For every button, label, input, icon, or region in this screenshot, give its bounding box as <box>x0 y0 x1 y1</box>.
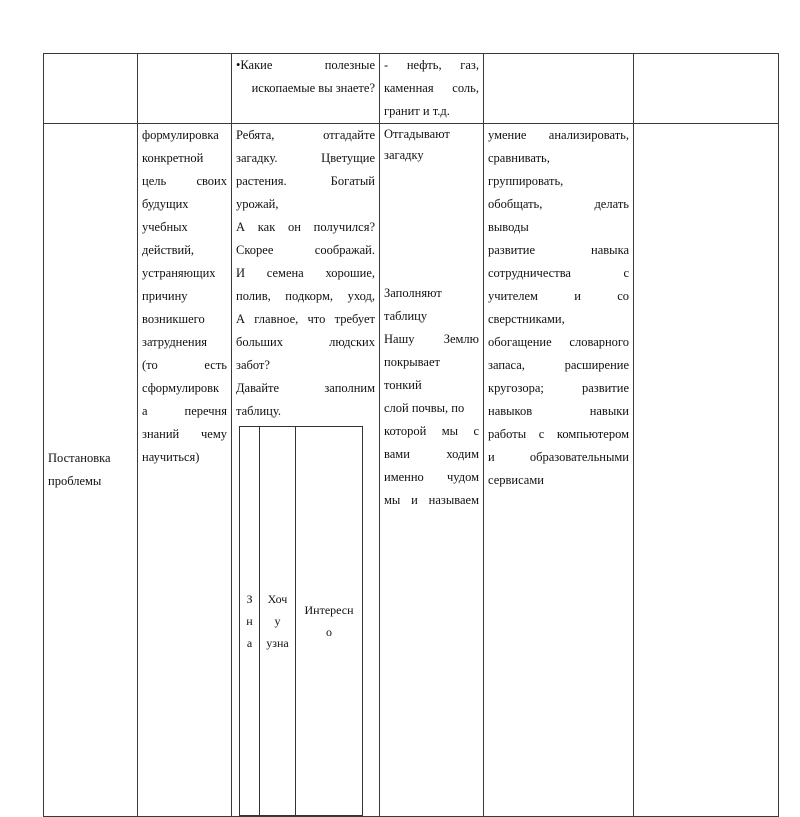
cell-notes <box>634 124 779 817</box>
text-line: И семена хорошие, <box>236 266 375 280</box>
cell-stage <box>44 124 138 817</box>
header-know <box>240 427 260 816</box>
text-line: А главное, что требует <box>236 312 375 326</box>
text-line: таблицу <box>384 309 428 323</box>
table-row <box>44 54 779 124</box>
cell-student-activity <box>380 124 484 817</box>
text-line: кругозора; развитие <box>488 381 629 395</box>
text-line: а перечня <box>142 404 227 418</box>
text-line: Нашу Землю <box>384 332 479 346</box>
header-text: З <box>246 592 253 606</box>
text-line: таблицу. <box>236 404 281 418</box>
text-line: формулировка <box>142 128 219 142</box>
header-text: н <box>246 614 253 628</box>
text-line: загадку. Цветущие <box>236 151 375 165</box>
text-line: Ребята, отгадайте <box>236 128 375 142</box>
text-line: Давайте заполним <box>236 381 375 395</box>
text-line: загадку <box>384 148 424 162</box>
answer-line: каменная соль, <box>384 81 479 95</box>
text-line: (то есть <box>142 358 227 372</box>
cell-activity-goal <box>138 54 232 124</box>
cell-teacher-activity <box>232 54 380 124</box>
text-line: обобщать, делать <box>488 197 629 211</box>
header-text: узна <box>266 636 289 650</box>
table-row <box>44 124 779 817</box>
stage-title: проблемы <box>48 474 102 488</box>
text-line: слой почвы, по <box>384 401 465 415</box>
cell-notes <box>634 54 779 124</box>
text-line: научиться) <box>142 450 200 464</box>
text-line: конкретной <box>142 151 204 165</box>
text-line: развитие навыка <box>488 243 629 257</box>
answer-line: - нефть, газ, <box>384 58 479 72</box>
know-want-learn-table <box>239 426 363 816</box>
text-line: сравнивать, <box>488 151 550 165</box>
text-line: навыков навыки <box>488 404 629 418</box>
lesson-plan-table <box>43 53 779 817</box>
text-line: мы и называем <box>384 493 479 507</box>
text-line: растения. Богатый <box>236 174 375 188</box>
cell-stage <box>44 54 138 124</box>
text-line: именно чудом <box>384 470 479 484</box>
text-line: обогащение словарного <box>488 335 629 349</box>
text-line: учебных <box>142 220 188 234</box>
text-line: больших людских <box>236 335 375 349</box>
header-text: а <box>246 636 253 650</box>
header-text: у <box>274 614 281 628</box>
text-line: и образовательными <box>488 450 629 464</box>
text-line: сотрудничества с <box>488 266 629 280</box>
text-line: затруднения <box>142 335 208 349</box>
text-line: Скорее соображай. <box>236 243 375 257</box>
text-line: вами ходим <box>384 447 479 461</box>
text-line: работы с компьютером <box>488 427 629 441</box>
text-line: сервисами <box>488 473 544 487</box>
table-row <box>240 427 363 816</box>
header-want-to-know <box>260 427 296 816</box>
text-line: А как он получился? <box>236 220 375 234</box>
header-text: Интересн <box>304 603 354 617</box>
cell-teacher-activity <box>232 124 380 817</box>
text-line: Отгадывают <box>384 127 450 141</box>
text-line: умение анализировать, <box>488 128 629 142</box>
question-line: ископаемые вы знаете? <box>251 81 375 95</box>
text-line: запаса, расширение <box>488 358 629 372</box>
header-text: о <box>326 625 332 639</box>
text-line: Заполняют <box>384 286 442 300</box>
text-line: возникшего <box>142 312 205 326</box>
text-line: урожай, <box>236 197 279 211</box>
text-line: устраняющих <box>142 266 216 280</box>
stage-title: Постановка <box>48 451 111 465</box>
spacer <box>384 167 479 282</box>
cell-skills <box>484 54 634 124</box>
text-line: которой мы с <box>384 424 479 438</box>
text-line: действий, <box>142 243 195 257</box>
text-line: забот? <box>236 358 270 372</box>
question-line: •Какие полезные <box>236 58 375 72</box>
text-line: будущих <box>142 197 189 211</box>
cell-student-activity <box>380 54 484 124</box>
text-line: полив, подкорм, уход, <box>236 289 375 303</box>
text-line: сверстниками, <box>488 312 565 326</box>
cell-activity-goal <box>138 124 232 817</box>
cell-skills <box>484 124 634 817</box>
text-line: сформулировк <box>142 381 220 395</box>
answer-line: гранит и т.д. <box>384 104 450 118</box>
text-line: цель своих <box>142 174 227 188</box>
text-line: знаний чему <box>142 427 227 441</box>
text-line: тонкий <box>384 378 422 392</box>
text-line: группировать, <box>488 174 564 188</box>
header-text: Хоч <box>267 592 288 606</box>
header-interesting <box>296 427 363 816</box>
text-line: учителем и со <box>488 289 629 303</box>
text-line: покрывает <box>384 355 440 369</box>
text-line: причину <box>142 289 188 303</box>
text-line: выводы <box>488 220 529 234</box>
document-page <box>43 53 778 650</box>
